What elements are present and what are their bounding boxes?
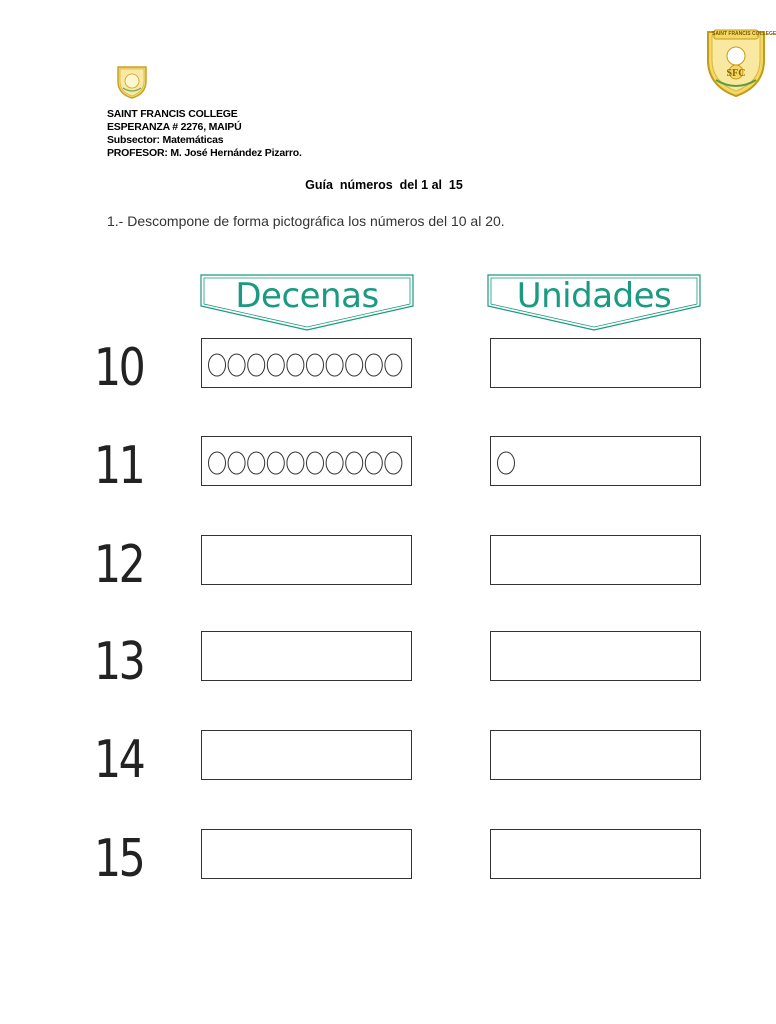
pictogram-circle (209, 354, 226, 376)
pictogram-circle (346, 354, 363, 376)
subject-line: Subsector: Matemáticas (107, 134, 224, 146)
tens-answer-box[interactable] (201, 829, 412, 879)
pictogram-circle (365, 452, 382, 474)
logo-text: SFC (726, 68, 746, 79)
units-answer-box[interactable] (490, 730, 701, 780)
tens-answer-box[interactable] (201, 535, 412, 585)
pictogram-circle (498, 452, 515, 474)
pictogram-circle (248, 452, 265, 474)
pictogram-circle (385, 452, 402, 474)
units-answer-box[interactable] (490, 535, 701, 585)
tens-circles (202, 536, 413, 586)
units-banner (487, 274, 701, 332)
pictogram-circle (346, 452, 363, 474)
tens-circles (202, 339, 413, 389)
row-number: 15 (94, 829, 144, 889)
pictogram-circle (248, 354, 265, 376)
units-answer-box[interactable] (490, 436, 701, 486)
tens-circles (202, 731, 413, 781)
pictogram-circle (267, 354, 284, 376)
pictogram-circle (326, 452, 343, 474)
units-answer-box[interactable] (490, 631, 701, 681)
tens-banner (200, 274, 414, 332)
tens-banner-label: Decenas (235, 276, 379, 316)
units-answer-box[interactable] (490, 829, 701, 879)
logo-banner-text: SAINT FRANCIS COLLEGE (712, 31, 776, 37)
school-name: SAINT FRANCIS COLLEGE (107, 108, 238, 120)
units-circles (491, 437, 702, 487)
pictogram-circle (385, 354, 402, 376)
pictogram-circle (209, 452, 226, 474)
pictogram-circle (287, 354, 304, 376)
units-circles (491, 339, 702, 389)
teacher-line: PROFESOR: M. José Hernández Pizarro. (107, 147, 302, 159)
tens-circles (202, 830, 413, 880)
units-circles (491, 536, 702, 586)
tens-answer-box[interactable] (201, 436, 412, 486)
pictogram-circle (228, 354, 245, 376)
tens-answer-box[interactable] (201, 338, 412, 388)
row-number: 13 (94, 632, 144, 692)
pictogram-circle (267, 452, 284, 474)
instruction-text: 1.- Descompone de forma pictográfica los números del 10 al 20. (107, 213, 505, 229)
tens-circles (202, 437, 413, 487)
units-circles (491, 830, 702, 880)
school-address: ESPERANZA # 2276, MAIPÚ (107, 121, 242, 133)
tens-answer-box[interactable] (201, 730, 412, 780)
pictogram-circle (307, 354, 324, 376)
units-banner-label: Unidades (516, 276, 672, 316)
pictogram-circle (287, 452, 304, 474)
pictogram-circle (326, 354, 343, 376)
row-number: 11 (94, 436, 144, 496)
units-circles (491, 731, 702, 781)
school-header (107, 108, 302, 160)
worksheet-title-text: Guía números del 1 al 15 (305, 178, 463, 192)
pictogram-circle (365, 354, 382, 376)
row-number: 10 (94, 338, 144, 398)
worksheet-title (0, 178, 768, 192)
pictogram-circle (307, 452, 324, 474)
tens-answer-box[interactable] (201, 631, 412, 681)
row-number: 14 (94, 730, 144, 790)
row-number: 12 (94, 535, 144, 595)
units-circles (491, 632, 702, 682)
tens-circles (202, 632, 413, 682)
pictogram-circle (228, 452, 245, 474)
units-answer-box[interactable] (490, 338, 701, 388)
school-logo-small (115, 63, 149, 99)
